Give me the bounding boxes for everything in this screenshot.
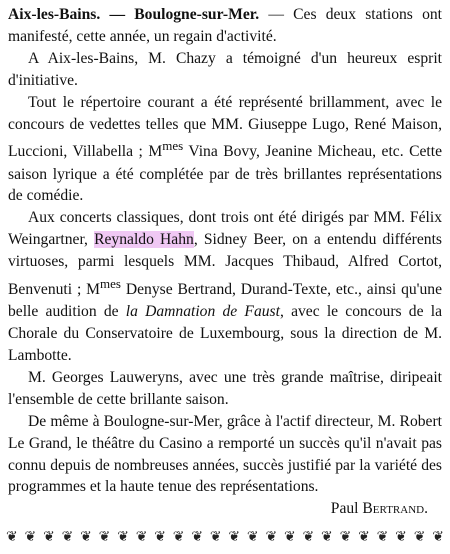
ornament-glyph: ❦ xyxy=(358,529,370,545)
ornament-glyph: ❦ xyxy=(413,529,426,545)
ornament-glyph: ❦ xyxy=(228,529,241,545)
ornament-glyph: ❦ xyxy=(80,529,92,545)
ornament-glyph: ❦ xyxy=(6,529,18,545)
ornament-glyph: ❦ xyxy=(265,529,278,545)
article-page xyxy=(8,4,442,520)
paragraph-conductor: M. Georges Lauweryns, avec une très grande maîtrise, diripeait l'ensemble de cette brillante saison. xyxy=(8,368,442,408)
ornament-glyph: ❦ xyxy=(98,529,111,545)
paragraph-boulogne: De même à Boulogne-sur-Mer, grâce à l'actif directeur, M. Robert Le Grand, le théâtre du Casino a remporté un succès qu'il n'avait pas connu depuis de nombreuses années, succès justifié par la variété des programmes et la haute tenue des représentations. xyxy=(8,412,442,496)
paragraph-repertoire: Tout le répertoire courant a été représenté brillamment, avec le concours de vedettes telles que MM. Giuseppe Lugo, René Maison, Luccioni, Villabella ; $M^{mes}$ Vina Bovy, Jeanine Micheau, etc. Cette saison lyrique a été complétée par de très brillantes représentations de comédie. xyxy=(8,93,442,205)
ornament-glyph: ❦ xyxy=(154,529,166,545)
ornament-glyph: ❦ xyxy=(191,529,204,545)
ornament-glyph: ❦ xyxy=(432,529,444,545)
work-title: la Damnation de Faust xyxy=(125,303,280,321)
ornament-glyph: ❦ xyxy=(376,529,389,545)
paragraph-intro xyxy=(8,4,442,48)
paragraph-aix-director: A Aix-les-Bains, M. Chazy a témoigné d'un heureux esprit d'initiative. xyxy=(8,49,442,89)
ornament-glyph: ❦ xyxy=(339,529,352,545)
signature: Paul Bertrand. xyxy=(330,500,428,518)
ornament-glyph: ❦ xyxy=(24,529,37,545)
superscript-mes: mes xyxy=(162,138,184,154)
paragraph-concerts: Aux concerts classiques, dont trois ont été dirigés par MM. Félix Weingartner, Reynaldo Hahn, Sidney Beer, on a entendu différents virtuoses, parmi lesquels MM. Jacques Thibaud, Alfred Cortot, Benvenuti ; $M^{mes}$ Denyse Bertrand, Durand-Texte, etc., ainsi qu'une belle audition de la Damnation de Faust, avec le concours de la Chorale du Conservatoire de Luxembourg, sous la direction de M. Lambotte. xyxy=(8,209,443,364)
superscript-mes: mes xyxy=(100,276,121,292)
intro-text: — Ces deux stations ont manifesté, cette année, un regain d'activité. xyxy=(8,6,442,45)
article-heading: Aix-les-Bains. — Boulogne-sur-Mer. xyxy=(8,6,260,23)
ornament-glyph: ❦ xyxy=(135,529,148,545)
ornament-glyph: ❦ xyxy=(321,529,333,545)
ornament-glyph: ❦ xyxy=(283,529,296,545)
signature-surname: Bertrand. xyxy=(362,500,428,518)
decorative-vine-border-icon xyxy=(6,528,444,546)
ornament-glyph: ❦ xyxy=(172,529,185,545)
ornament-glyph: ❦ xyxy=(209,529,222,545)
ornament-glyph: ❦ xyxy=(246,529,259,545)
ornament-glyph: ❦ xyxy=(117,529,129,545)
ornament-glyph: ❦ xyxy=(61,529,74,545)
ornament-glyph: ❦ xyxy=(43,529,55,545)
ornament-glyph: ❦ xyxy=(302,529,315,545)
ornament-glyph: ❦ xyxy=(395,529,407,545)
highlighted-name[interactable]: Reynaldo Hahn xyxy=(94,231,194,249)
